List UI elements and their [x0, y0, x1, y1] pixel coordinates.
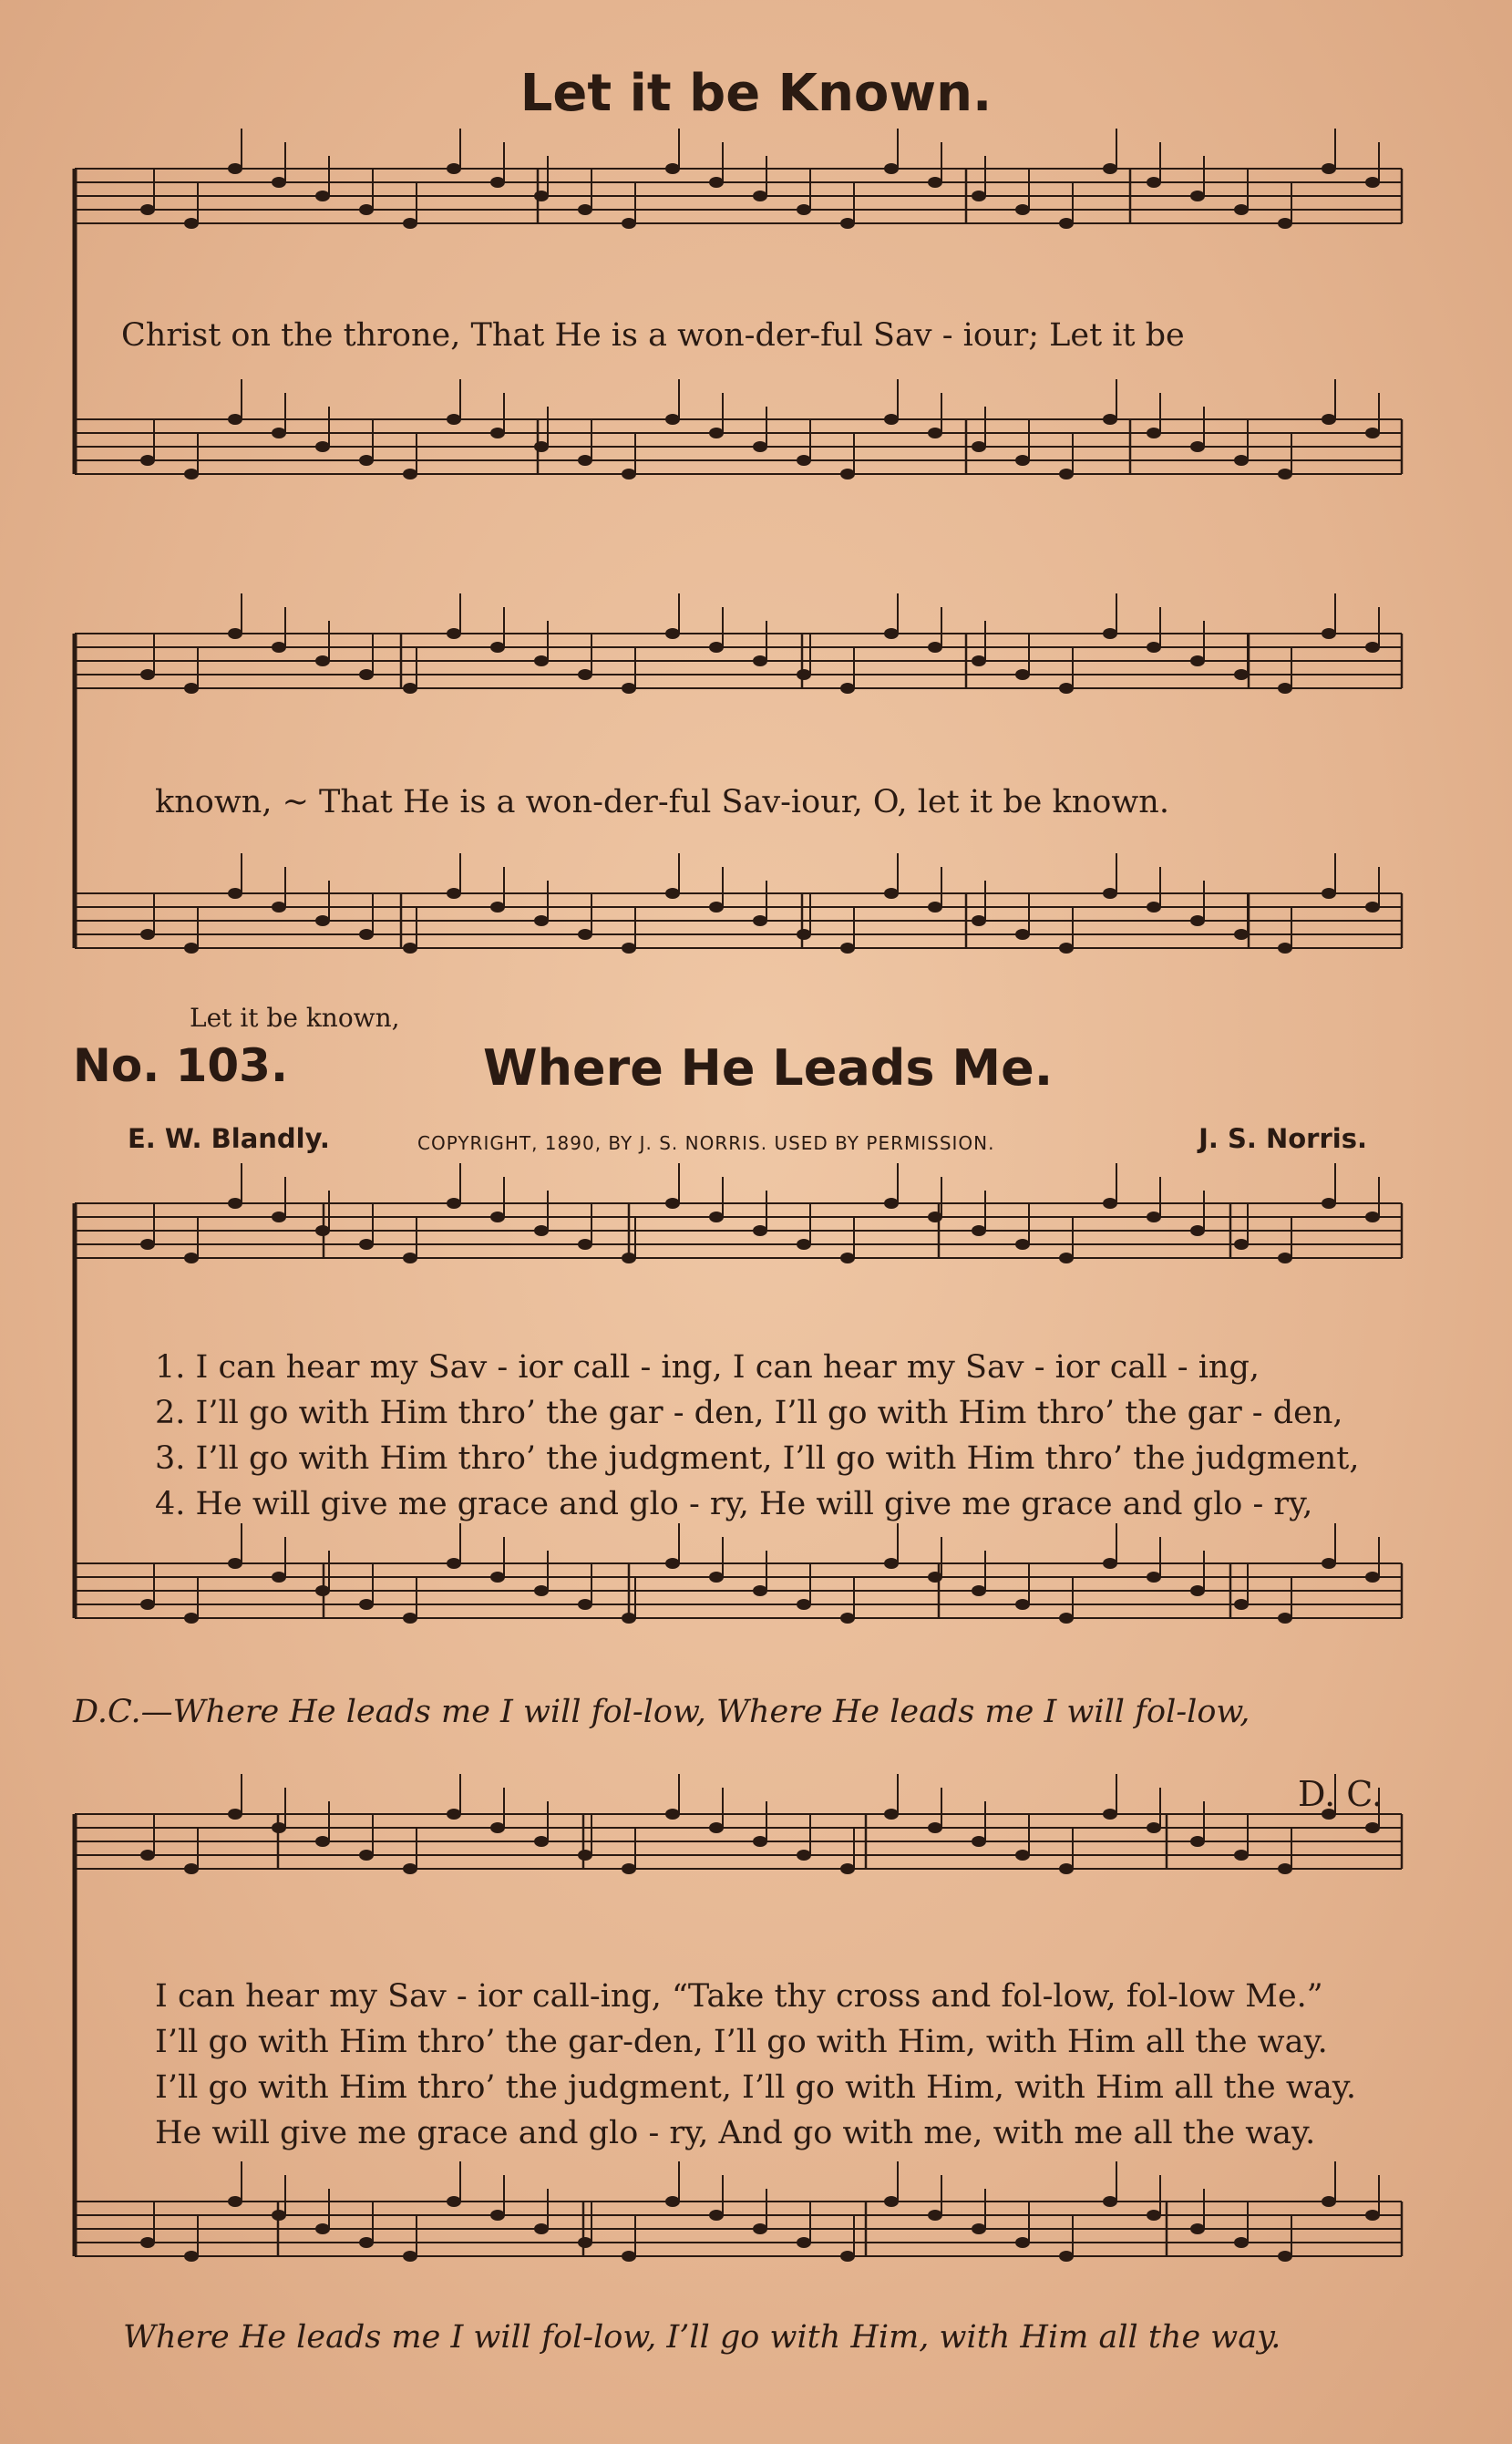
note-head — [490, 2210, 505, 2221]
note-head — [797, 929, 811, 940]
note-head — [972, 1225, 986, 1236]
note-head — [1147, 177, 1161, 188]
note-head — [315, 655, 330, 666]
note-head — [665, 414, 680, 425]
note-head — [709, 428, 724, 438]
song-credits — [128, 1123, 1367, 1160]
note-head — [753, 915, 767, 926]
note-head — [709, 902, 724, 913]
note-head — [884, 628, 899, 639]
system2-lyrics: known, ~ That He is a won-der-ful Sav-iour, O, let it be known. — [155, 784, 1169, 820]
note-head — [534, 1836, 549, 1847]
note-head — [1190, 1836, 1205, 1847]
note-head — [840, 218, 855, 229]
note-head — [490, 902, 505, 913]
note-head — [228, 888, 242, 899]
note-head — [1015, 1599, 1030, 1610]
note-head — [140, 1599, 155, 1610]
note-head — [578, 2237, 592, 2248]
note-head — [403, 1253, 417, 1263]
note-head — [928, 177, 942, 188]
note-head — [1059, 1863, 1074, 1874]
note-head — [272, 2210, 286, 2221]
note-head — [228, 1558, 242, 1569]
note-head — [665, 628, 680, 639]
note-head — [272, 642, 286, 653]
note-head — [447, 1198, 461, 1209]
note-head — [1322, 628, 1336, 639]
note-head — [884, 1198, 899, 1209]
note-head — [315, 191, 330, 201]
note-head — [1278, 469, 1292, 480]
note-head — [797, 669, 811, 680]
note-head — [1322, 2196, 1336, 2207]
note-head — [1278, 2251, 1292, 2262]
note-head — [1103, 1198, 1117, 1209]
copyright-notice: COPYRIGHT, 1890, BY J. S. NORRIS. USED BY PERMISSION. — [417, 1132, 995, 1154]
note-head — [1234, 1239, 1249, 1250]
note-head — [972, 191, 986, 201]
note-head — [315, 1836, 330, 1847]
note-head — [622, 1253, 636, 1263]
note-head — [972, 655, 986, 666]
note-head — [184, 469, 199, 480]
note-head — [709, 1822, 724, 1833]
note-head — [1015, 1850, 1030, 1861]
note-head — [140, 455, 155, 466]
note-head — [753, 655, 767, 666]
note-head — [140, 669, 155, 680]
note-head — [972, 441, 986, 452]
note-head — [447, 628, 461, 639]
note-head — [315, 1225, 330, 1236]
note-head — [753, 1836, 767, 1847]
note-head — [1015, 204, 1030, 215]
note-head — [1365, 1822, 1380, 1833]
note-head — [1190, 441, 1205, 452]
note-head — [1234, 455, 1249, 466]
note-head — [1103, 1558, 1117, 1569]
note-head — [797, 2237, 811, 2248]
note-head — [1365, 642, 1380, 653]
note-head — [1234, 929, 1249, 940]
note-head — [1322, 414, 1336, 425]
note-head — [272, 902, 286, 913]
note-head — [840, 683, 855, 694]
note-head — [228, 414, 242, 425]
note-head — [840, 1863, 855, 1874]
note-head — [840, 1613, 855, 1624]
note-head — [534, 1585, 549, 1596]
note-head — [884, 163, 899, 174]
refrain-line-b: Where He leads me I will fol-low, I’ll go with Him, with Him all the way. — [123, 2319, 1281, 2356]
note-head — [1059, 2251, 1074, 2262]
note-head — [447, 163, 461, 174]
note-head — [797, 1239, 811, 1250]
note-head — [140, 1850, 155, 1861]
note-head — [1190, 1585, 1205, 1596]
note-head — [665, 1558, 680, 1569]
note-head — [797, 1850, 811, 1861]
note-head — [228, 1198, 242, 1209]
note-head — [578, 929, 592, 940]
note-head — [272, 1822, 286, 1833]
hymn-number: No. 103. — [73, 1039, 288, 1092]
note-head — [840, 1253, 855, 1263]
note-head — [1365, 1572, 1380, 1583]
note-head — [1059, 469, 1074, 480]
note-head — [578, 1239, 592, 1250]
note-head — [447, 2196, 461, 2207]
note-head — [928, 1212, 942, 1222]
note-head — [1278, 1613, 1292, 1624]
note-head — [1278, 683, 1292, 694]
note-head — [753, 1225, 767, 1236]
note-head — [1059, 683, 1074, 694]
note-head — [665, 1809, 680, 1820]
note-head — [709, 1572, 724, 1583]
note-head — [1190, 655, 1205, 666]
note-head — [972, 915, 986, 926]
composer: J. S. Norris. — [1198, 1123, 1367, 1154]
note-head — [928, 902, 942, 913]
note-head — [622, 1613, 636, 1624]
note-head — [928, 1822, 942, 1833]
note-head — [315, 2223, 330, 2234]
note-head — [753, 2223, 767, 2234]
note-head — [403, 1613, 417, 1624]
note-head — [1190, 915, 1205, 926]
note-head — [1147, 642, 1161, 653]
note-head — [403, 469, 417, 480]
note-head — [1147, 1822, 1161, 1833]
verse-line-b3: I’ll go with Him thro’ the judgment, I’ll go with Him, with Him all the way. — [155, 2069, 1356, 2106]
note-head — [490, 428, 505, 438]
note-head — [1147, 1572, 1161, 1583]
note-head — [928, 642, 942, 653]
song-title-let-it-be-known: Let it be Known. — [519, 64, 993, 123]
note-head — [490, 1822, 505, 1833]
verse-line-b2: I’ll go with Him thro’ the gar-den, I’ll go with Him, with Him all the way. — [155, 2024, 1328, 2060]
verse-line-a3: 3. I’ll go with Him thro’ the judgment, I’ll go with Him thro’ the judgment, — [155, 1440, 1360, 1477]
note-head — [447, 888, 461, 899]
note-head — [884, 1558, 899, 1569]
note-head — [228, 163, 242, 174]
note-head — [1322, 1558, 1336, 1569]
note-head — [140, 2237, 155, 2248]
note-head — [272, 1572, 286, 1583]
note-head — [1147, 902, 1161, 913]
da-capo-mark: D. C. — [1298, 1774, 1383, 1814]
note-head — [1234, 2237, 1249, 2248]
note-head — [1190, 2223, 1205, 2234]
note-head — [1234, 669, 1249, 680]
note-head — [709, 2210, 724, 2221]
note-head — [359, 455, 374, 466]
note-head — [140, 204, 155, 215]
note-head — [403, 218, 417, 229]
note-head — [447, 1809, 461, 1820]
note-head — [447, 1558, 461, 1569]
note-head — [928, 2210, 942, 2221]
refrain-line-a: D.C.—Where He leads me I will fol-low, Where He leads me I will fol-low, — [73, 1694, 1250, 1730]
note-head — [797, 204, 811, 215]
note-head — [578, 455, 592, 466]
note-head — [840, 2251, 855, 2262]
bass-cue-lyric: Let it be known, — [190, 1003, 400, 1033]
note-head — [272, 1212, 286, 1222]
note-head — [622, 2251, 636, 2262]
note-head — [359, 204, 374, 215]
note-head — [578, 204, 592, 215]
note-head — [1103, 163, 1117, 174]
note-head — [622, 943, 636, 954]
song-header — [73, 1039, 1440, 1103]
verse-line-b4: He will give me grace and glo - ry, And go with me, with me all the way. — [155, 2115, 1316, 2151]
note-head — [315, 915, 330, 926]
note-head — [972, 1836, 986, 1847]
note-head — [184, 218, 199, 229]
note-head — [1015, 2237, 1030, 2248]
note-head — [1190, 191, 1205, 201]
note-head — [1234, 1599, 1249, 1610]
note-head — [140, 929, 155, 940]
note-head — [884, 414, 899, 425]
note-head — [1234, 204, 1249, 215]
note-head — [1147, 2210, 1161, 2221]
note-head — [578, 1850, 592, 1861]
note-head — [359, 1850, 374, 1861]
note-head — [228, 1809, 242, 1820]
note-head — [534, 655, 549, 666]
note-head — [140, 1239, 155, 1250]
note-head — [622, 469, 636, 480]
note-head — [447, 414, 461, 425]
note-head — [1322, 163, 1336, 174]
note-head — [665, 163, 680, 174]
note-head — [184, 943, 199, 954]
note-head — [1234, 1850, 1249, 1861]
note-head — [272, 428, 286, 438]
note-head — [1103, 888, 1117, 899]
note-head — [622, 218, 636, 229]
note-head — [490, 177, 505, 188]
note-head — [359, 929, 374, 940]
note-head — [622, 1863, 636, 1874]
system1-lyrics: Christ on the throne, That He is a won-der-ful Sav - iour; Let it be — [121, 317, 1185, 354]
note-head — [665, 888, 680, 899]
note-head — [840, 943, 855, 954]
note-head — [1103, 628, 1117, 639]
note-head — [1015, 669, 1030, 680]
note-head — [709, 1212, 724, 1222]
note-head — [840, 469, 855, 480]
note-head — [884, 2196, 899, 2207]
note-head — [534, 2223, 549, 2234]
note-head — [709, 642, 724, 653]
note-head — [359, 1599, 374, 1610]
song-title-where-he-leads-me: Where He Leads Me. — [483, 1039, 1054, 1097]
note-head — [928, 428, 942, 438]
note-head — [315, 441, 330, 452]
note-head — [490, 642, 505, 653]
note-head — [534, 1225, 549, 1236]
note-head — [1015, 455, 1030, 466]
note-head — [1015, 1239, 1030, 1250]
note-head — [228, 2196, 242, 2207]
note-head — [578, 1599, 592, 1610]
note-head — [1059, 1613, 1074, 1624]
note-head — [1365, 177, 1380, 188]
note-head — [403, 1863, 417, 1874]
note-head — [1059, 943, 1074, 954]
note-head — [1322, 1198, 1336, 1209]
note-head — [272, 177, 286, 188]
note-head — [359, 1239, 374, 1250]
note-head — [1059, 1253, 1074, 1263]
note-head — [972, 2223, 986, 2234]
note-head — [403, 683, 417, 694]
note-head — [797, 455, 811, 466]
note-head — [403, 943, 417, 954]
note-head — [184, 1863, 199, 1874]
note-head — [1103, 414, 1117, 425]
note-head — [534, 441, 549, 452]
note-head — [534, 915, 549, 926]
note-head — [1278, 1863, 1292, 1874]
note-head — [1278, 943, 1292, 954]
note-head — [184, 1613, 199, 1624]
note-head — [184, 1253, 199, 1263]
note-head — [1365, 2210, 1380, 2221]
note-head — [228, 628, 242, 639]
note-head — [1365, 428, 1380, 438]
note-head — [1278, 1253, 1292, 1263]
note-head — [1278, 218, 1292, 229]
note-head — [928, 1572, 942, 1583]
note-head — [972, 1585, 986, 1596]
note-head — [184, 2251, 199, 2262]
note-head — [622, 683, 636, 694]
note-head — [403, 2251, 417, 2262]
note-head — [359, 669, 374, 680]
note-head — [1147, 1212, 1161, 1222]
verse-line-b1: I can hear my Sav - ior call-ing, “Take thy cross and fol-low, fol-low Me.” — [155, 1978, 1323, 2015]
note-head — [490, 1572, 505, 1583]
note-head — [1190, 1225, 1205, 1236]
note-head — [753, 191, 767, 201]
note-head — [665, 1198, 680, 1209]
note-head — [753, 441, 767, 452]
note-head — [884, 1809, 899, 1820]
note-head — [1322, 888, 1336, 899]
note-head — [753, 1585, 767, 1596]
note-head — [1103, 2196, 1117, 2207]
note-head — [184, 683, 199, 694]
note-head — [665, 2196, 680, 2207]
verse-line-a1: 1. I can hear my Sav - ior call - ing, I can hear my Sav - ior call - ing, — [155, 1349, 1260, 1386]
note-head — [534, 191, 549, 201]
note-head — [490, 1212, 505, 1222]
verse-line-a2: 2. I’ll go with Him thro’ the gar - den, I’ll go with Him thro’ the gar - den, — [155, 1395, 1343, 1431]
note-head — [1365, 1212, 1380, 1222]
note-head — [1365, 902, 1380, 913]
note-head — [315, 1585, 330, 1596]
note-head — [1147, 428, 1161, 438]
note-head — [1015, 929, 1030, 940]
note-head — [1059, 218, 1074, 229]
note-head — [1103, 1809, 1117, 1820]
note-head — [797, 1599, 811, 1610]
note-head — [578, 669, 592, 680]
lyricist: E. W. Blandly. — [128, 1123, 330, 1154]
note-head — [359, 2237, 374, 2248]
note-head — [709, 177, 724, 188]
note-head — [884, 888, 899, 899]
verse-line-a4: 4. He will give me grace and glo - ry, He will give me grace and glo - ry, — [155, 1486, 1313, 1522]
